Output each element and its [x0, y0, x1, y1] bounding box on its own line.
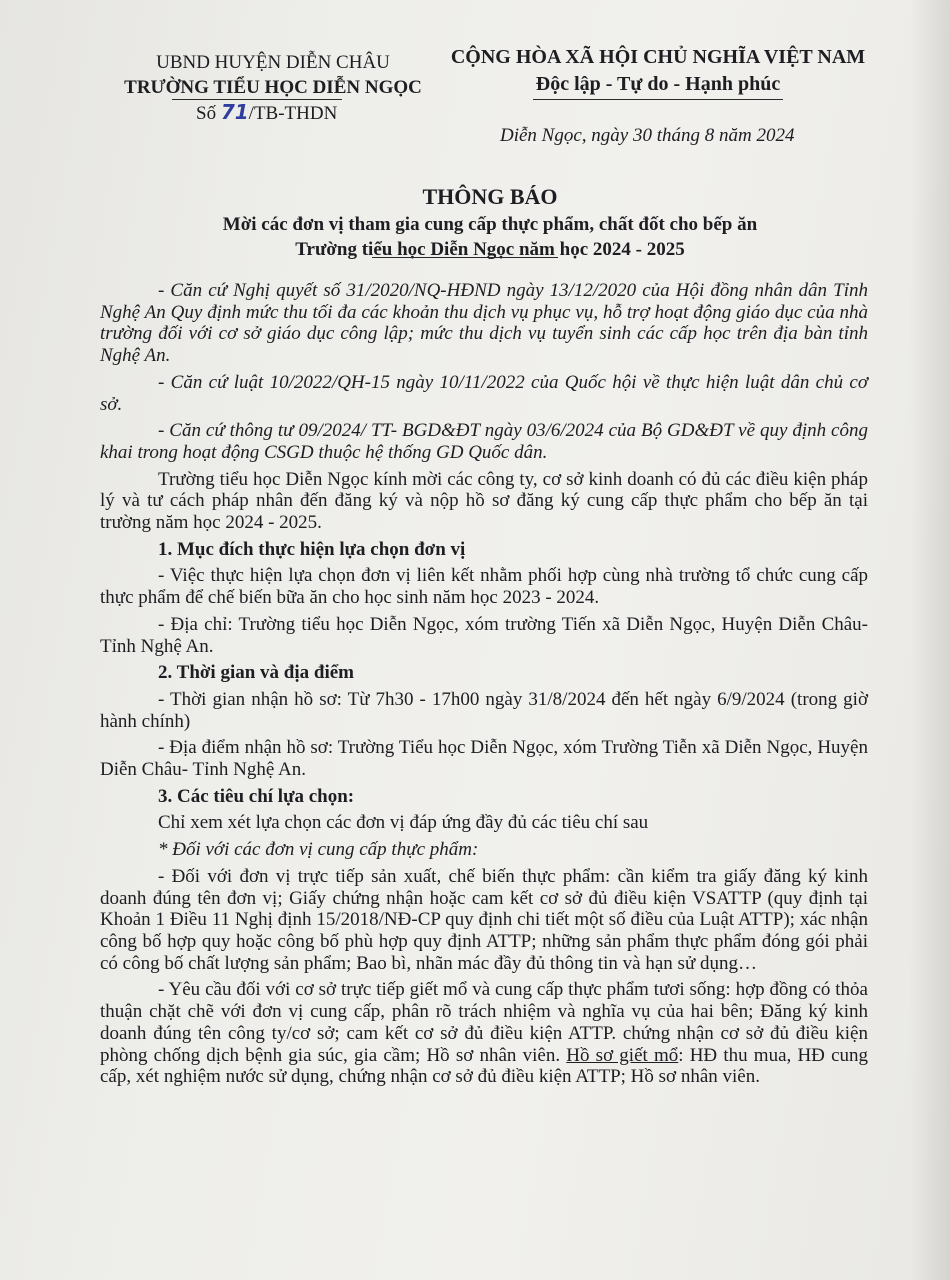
- nation-motto: Độc lập - Tự do - Hạnh phúc: [535, 73, 781, 95]
- document-title-block: [60, 182, 920, 262]
- org-underline: [172, 99, 342, 100]
- document-title: THÔNG BÁO: [422, 184, 558, 209]
- section-3-item-2-tail: : HĐ thu mua, HĐ cung cấp, xét nghiệm nước sử dụng, chứng nhận cơ sở đủ điều kiện ATTP; Hồ sơ nhân viên.: [100, 1044, 869, 1088]
- intro-paragraph: Trường tiểu học Diễn Ngọc kính mời các công ty, cơ sở kinh doanh có đủ các điều kiện pháp lý và tư cách pháp nhân đến đăng ký và nộp hồ sơ đăng ký cung cấp thực phẩm cho bếp ăn tại trường năm học 2024 - 2025.: [100, 468, 868, 534]
- legal-basis-3: - Căn cứ thông tư 09/2024/ TT- BGD&ĐT ngày 03/6/2024 của Bộ GD&ĐT về quy định công khai trong hoạt động CSGD thuộc hệ thống GD Quốc dân.: [100, 420, 868, 463]
- section-3-item-2-text: - Yêu cầu đối với cơ sở trực tiếp giết mổ và cung cấp thực phẩm tươi sống: hợp đồng có thỏa thuận chặt chẽ với đơn vị cung cấp, phân rõ trách nhiệm và nghĩa vụ của hai bên; Đăng ký kinh doanh đúng tên công ty/cơ sở; cam kết cơ sở đủ điều kiện ATTP. chứng nhận cơ sở đủ điều kiện phòng chống dịch bệnh gia súc, gia cầm; Hồ sơ nhân viên.: [100, 979, 868, 1066]
- section-3-heading: 3. Các tiêu chí lựa chọn:: [158, 785, 355, 807]
- section-3-lead: Chỉ xem xét lựa chọn các đơn vị đáp ứng đầy đủ các tiêu chí sau: [158, 812, 649, 834]
- section-2-item-1: - Thời gian nhận hồ sơ: Từ 7h30 - 17h00 ngày 31/8/2024 đến hết ngày 6/9/2024 (trong giờ hành chính): [100, 688, 868, 732]
- section-3-subheading: * Đối với các đơn vị cung cấp thực phẩm:: [158, 839, 479, 861]
- section-1-item-1: - Việc thực hiện lựa chọn đơn vị liên kết nhằm phối hợp cùng nhà trường tổ chức cung cấp thực phẩm để chế biến bữa ăn cho học sinh năm học 2023 - 2024.: [100, 565, 868, 609]
- section-1-item-2: - Địa chỉ: Trường tiểu học Diễn Ngọc, xóm trường Tiến xã Diễn Ngọc, Huyện Diễn Châu- Tỉnh Nghệ An.: [100, 613, 868, 657]
- nation-line-1: CỘNG HÒA XÃ HỘI CHỦ NGHĨA VIỆT NAM: [450, 46, 866, 68]
- org-line-1: UBND HUYỆN DIỄN CHÂU: [156, 52, 390, 73]
- section-1-heading: 1. Mục đích thực hiện lựa chọn đơn vị: [158, 538, 466, 560]
- section-2-item-2: - Địa điểm nhận hồ sơ: Trường Tiểu học Diễn Ngọc, xóm Trường Tiễn xã Diễn Ngọc, Huyện Diễn Châu- Tỉnh Nghệ An.: [100, 737, 868, 781]
- doc-number-suffix: /TB-THDN: [248, 103, 338, 124]
- document-subtitle-2: Trường tiểu học Diễn Ngọc năm học 2024 - 2025: [295, 239, 685, 260]
- legal-basis-1: - Căn cứ Nghị quyết số 31/2020/NQ-HĐND ngày 13/12/2020 của Hội đồng nhân dân Tỉnh Nghệ An Quy định mức thu tối đa các khoản thu dịch vụ phục vụ, hỗ trợ hoạt động giáo dục của nhà trường đối với cơ sở giáo dục công lập; mức thu dịch vụ tuyển sinh các cấp học trên địa bàn tỉnh Nghệ An.: [100, 280, 868, 367]
- document-number: [108, 100, 438, 126]
- section-3-item-1: - Đối với đơn vị trực tiếp sản xuất, chế biến thực phẩm: cần kiểm tra giấy đăng ký kinh doanh đúng tên đơn vị; Giấy chứng nhận hoặc cam kết cơ sở đủ điều kiện VSATTP (quy định tại Khoản 1 Điều 11 Nghị định 15/2018/NĐ-CP quy định chi tiết một số điều của Luật ATTP); xác nhận công bố hợp quy hoặc công bố phù hợp quy định ATTP; những sản phẩm thực phẩm đóng gói phải có công bố chất lượng sản phẩm; Bao bì, nhãn mác đầy đủ thông tin và hạn sử dụng…: [100, 865, 868, 974]
- section-3-item-2-underlined: Hồ sơ giết mổ: [566, 1044, 679, 1066]
- place-date: Diễn Ngọc, ngày 30 tháng 8 năm 2024: [500, 125, 795, 146]
- org-line-2: TRƯỜNG TIỂU HỌC DIỄN NGỌC: [124, 77, 422, 98]
- page-edge-shadow: [910, 0, 950, 1280]
- section-2-heading: 2. Thời gian và địa điểm: [158, 662, 354, 684]
- title-underline: [372, 257, 558, 258]
- issuing-organization-block: [108, 50, 438, 126]
- document-body: [100, 280, 868, 1088]
- doc-number-prefix: Số: [196, 103, 217, 124]
- document-subtitle-1: Mời các đơn vị tham gia cung cấp thực phẩm, chất đốt cho bếp ăn: [222, 214, 758, 235]
- section-3-item-2: [100, 979, 868, 1088]
- motto-underline: [533, 99, 783, 100]
- doc-number-handwritten: 71: [220, 100, 249, 124]
- national-header-block: [448, 44, 868, 98]
- legal-basis-2: - Căn cứ luật 10/2022/QH-15 ngày 10/11/2022 của Quốc hội về thực hiện luật dân chủ cơ sở.: [100, 371, 868, 415]
